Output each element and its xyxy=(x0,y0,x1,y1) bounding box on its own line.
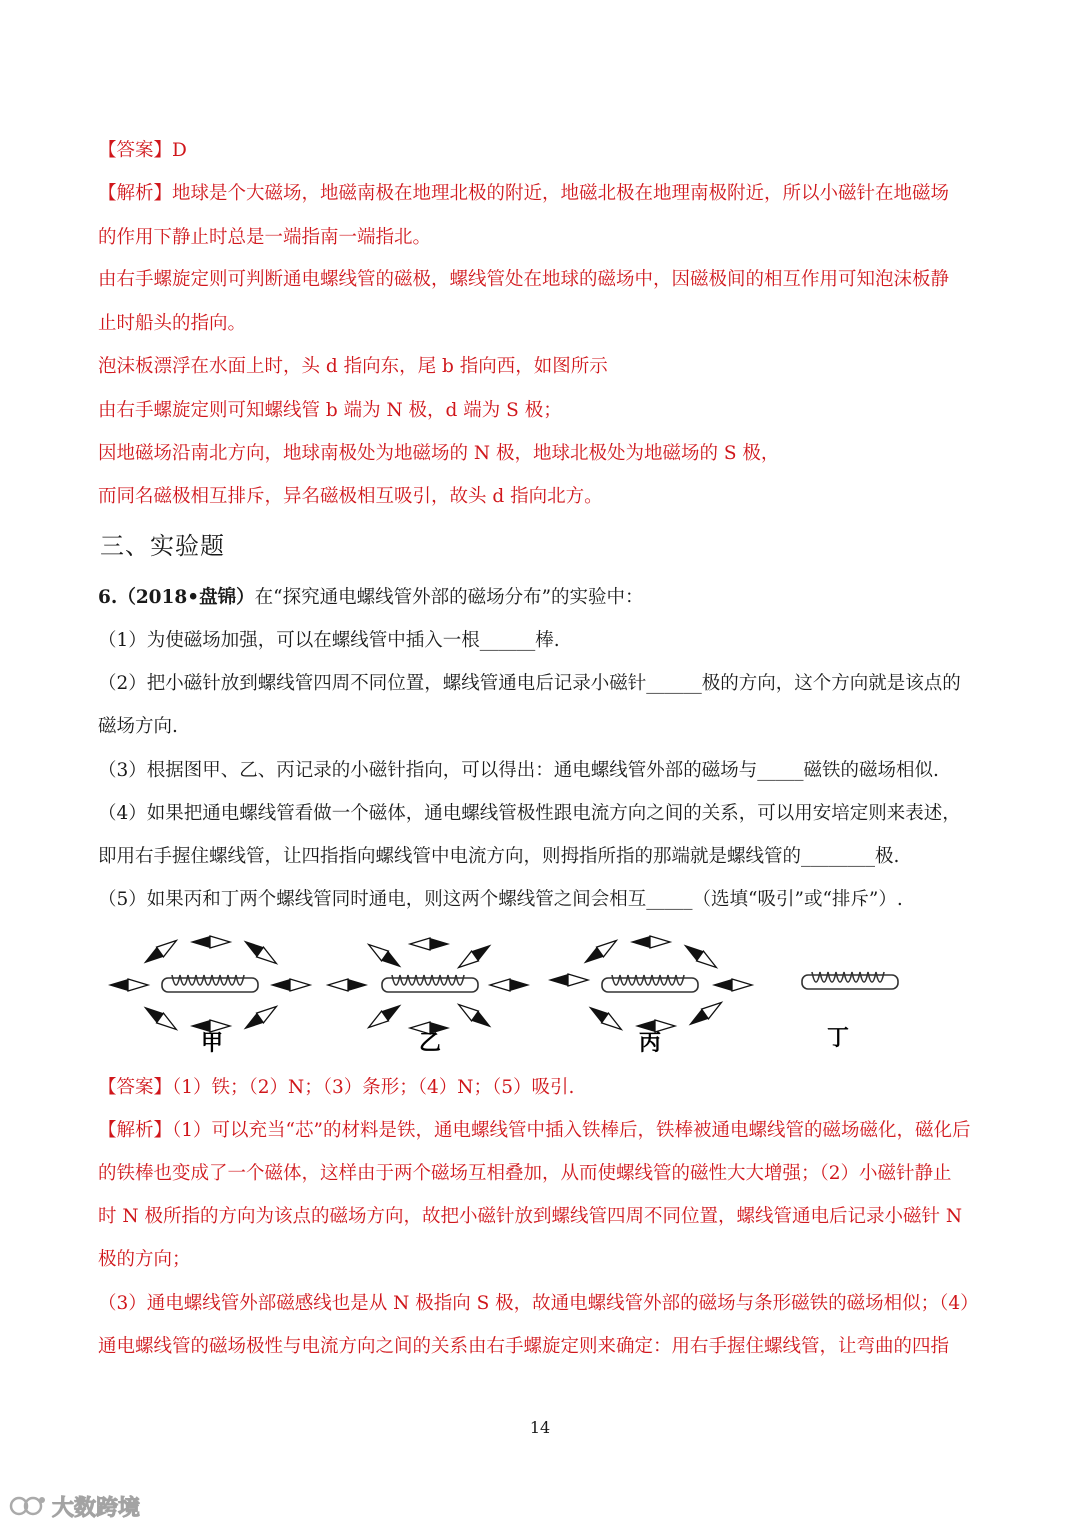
analysis-line: 极的方向； xyxy=(98,1249,191,1270)
analysis-line: 【解析】（1）可以充当“芯”的材料是铁，通电螺线管中插入铁棒后，铁棒被通电螺线管的磁场磁化，磁化后 xyxy=(98,1120,971,1141)
analysis-line: 的铁棒也变成了一个磁体，这样由于两个磁场互相叠加，从而使螺线管的磁性大大增强；（2）小磁针静止 xyxy=(98,1163,952,1184)
analysis-line: 时 N 极所指的方向为该点的磁场方向，故把小磁针放到螺线管四周不同位置，螺线管通电后记录小磁针 N xyxy=(98,1206,963,1227)
question-line: 即用右手握住螺线管，让四指指向螺线管中电流方向，则拇指所指的那端就是螺线管的________极. xyxy=(98,846,900,867)
answer-line-6 xyxy=(98,1074,574,1102)
question-line: （3）根据图甲、乙、丙记录的小磁针指向，可以得出：通电螺线管外部的磁场与_____磁铁的磁场相似. xyxy=(98,760,939,781)
section-title: 三、实验题 xyxy=(100,532,225,560)
analysis-line: 【解析】地球是个大磁场，地磁南极在地理北极的附近，地磁北极在地理南极附近，所以小磁针在地磁场 xyxy=(98,183,950,204)
compass-needle-icon xyxy=(455,940,495,973)
analysis-tag: 【解析】 xyxy=(98,1120,173,1141)
compass-needle-icon xyxy=(140,1002,180,1035)
compass-needle-icon xyxy=(490,979,530,991)
answer-tag: 【答案】 xyxy=(98,140,173,161)
question-line: （2）把小磁针放到螺线管四周不同位置，螺线管通电后记录小磁针______极的方向，这个方向就是该点的 xyxy=(98,673,961,694)
compass-needle-icon xyxy=(580,936,620,969)
caption-bing: 丙 xyxy=(638,1031,662,1056)
question-stem: 6.（2018•盘锦）在“探究通电螺线管外部的磁场分布”的实验中： xyxy=(98,587,644,608)
analysis-line: 而同名磁极相互排斥，异名磁极相互吸引，故头 d 指向北方。 xyxy=(98,486,603,507)
solenoid-jia xyxy=(108,936,310,1056)
question-number: 6.（2018•盘锦） xyxy=(98,587,255,608)
compass-needle-icon xyxy=(240,936,280,969)
compass-needle-icon xyxy=(680,940,720,973)
question-line: （5）如果丙和丁两个螺线管同时通电，则这两个螺线管之间会相互_____（选填“吸引”或“排斥”）. xyxy=(98,889,903,910)
compass-needle-icon xyxy=(328,979,368,991)
compass-needle-icon xyxy=(190,936,230,948)
answer-tag: 【答案】 xyxy=(98,1077,173,1098)
analysis-line: 止时船头的指向。 xyxy=(98,313,247,334)
answer-line-1 xyxy=(98,137,187,165)
compass-needle-icon xyxy=(410,938,450,950)
compass-needle-icon xyxy=(365,1000,405,1033)
compass-needle-icon xyxy=(630,936,670,948)
compass-needle-icon xyxy=(108,979,148,991)
analysis-line: （3）通电螺线管外部磁感线也是从 N 极指向 S 极，故通电螺线管外部的磁场与条形磁铁的磁场相似；（4） xyxy=(98,1293,979,1314)
compass-needle-icon xyxy=(270,979,310,991)
compass-needle-icon xyxy=(685,998,725,1031)
caption-yi: 乙 xyxy=(418,1031,442,1056)
solenoid-bing xyxy=(548,936,752,1056)
solenoid-yi xyxy=(328,938,530,1056)
analysis-line: 因地磁场沿南北方向，地球南极处为地磁场的 N 极，地球北极处为地磁场的 S 极， xyxy=(98,443,780,464)
compass-needle-icon xyxy=(240,1002,280,1035)
compass-needle-icon xyxy=(455,1000,495,1033)
analysis-line: 通电螺线管的磁场极性与电流方向之间的关系由右手螺旋定则来确定：用右手握住螺线管，让弯曲的四指 xyxy=(98,1336,950,1357)
compass-needle-icon xyxy=(548,974,588,986)
compass-needle-icon xyxy=(365,940,405,973)
watermark-text: 大数跨境 xyxy=(52,1495,141,1521)
compass-needle-icon xyxy=(585,1002,625,1035)
analysis-line: 的作用下静止时总是一端指南一端指北。 xyxy=(98,227,432,248)
question-line: （1）为使磁场加强，可以在螺线管中插入一根______棒. xyxy=(98,630,560,651)
compass-needle-icon xyxy=(712,979,752,991)
caption-jia: 甲 xyxy=(200,1031,224,1056)
analysis-line: 由右手螺旋定则可判断通电螺线管的磁极，螺线管处在地球的磁场中，因磁极间的相互作用可知泡沫板静 xyxy=(98,269,950,290)
solenoid-ding xyxy=(802,972,898,1051)
watermark xyxy=(8,1486,140,1526)
analysis-line: 由右手螺旋定则可知螺线管 b 端为 N 极，d 端为 S 极； xyxy=(98,400,562,421)
answer-text: D xyxy=(172,140,187,161)
compass-needle-icon xyxy=(140,936,180,969)
analysis-tag: 【解析】 xyxy=(98,183,173,204)
solenoid-figure xyxy=(100,930,960,1060)
question-line: 磁场方向. xyxy=(98,716,178,737)
question-line: （4）如果把通电螺线管看做一个磁体，通电螺线管极性跟电流方向之间的关系，可以用安培定则来表述， xyxy=(98,803,961,824)
caption-ding: 丁 xyxy=(826,1026,850,1051)
answer-text: （1）铁；（2）N；（3）条形；（4）N；（5）吸引. xyxy=(172,1077,575,1098)
page-number: 14 xyxy=(529,1418,551,1437)
watermark-logo-icon xyxy=(8,1491,48,1521)
analysis-line: 泡沫板漂浮在水面上时，头 d 指向东，尾 b 指向西，如图所示 xyxy=(98,356,608,377)
